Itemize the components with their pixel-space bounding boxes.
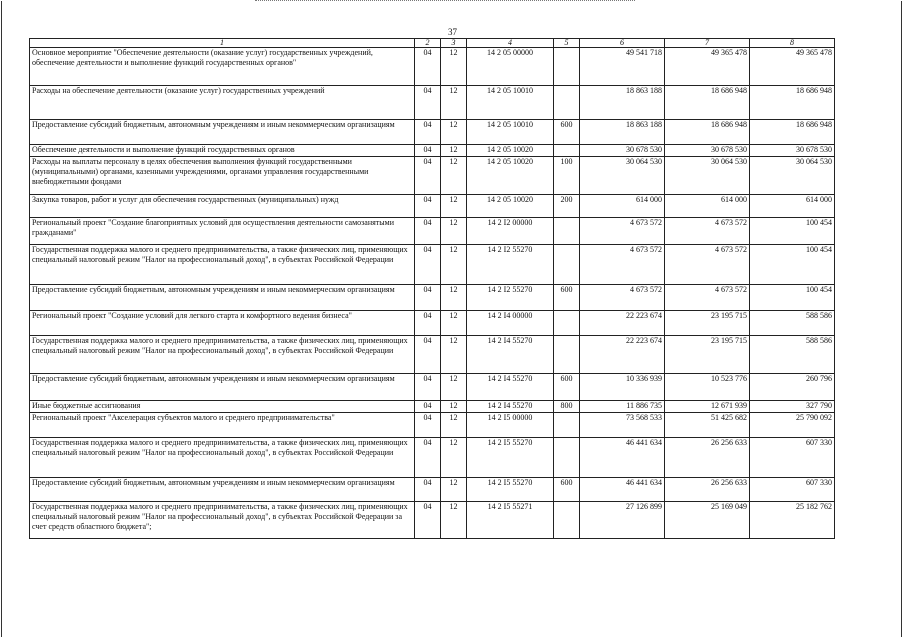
row-description: Основное мероприятие "Обеспечение деятельности (оказание услуг) государственных учреждений, обеспечение деятельности и выполнение функций государственных органов" [30, 48, 415, 86]
cell-c7: 18 686 948 [665, 120, 750, 145]
cell-c3: 12 [441, 48, 467, 86]
cell-c4: 14 2 I2 55270 [467, 285, 554, 311]
cell-c6: 73 568 533 [580, 413, 665, 438]
cell-c5 [554, 86, 580, 120]
row-description: Государственная поддержка малого и среднего предпринимательства, а также физических лиц, применяющих специальный налоговый режим "Налог на профессиональный доход", в субъектах Российской Федерации [30, 336, 415, 374]
column-header: 6 [580, 39, 665, 48]
cell-c2: 04 [415, 502, 441, 539]
row-description: Иные бюджетные ассигнования [30, 401, 415, 413]
cell-c3: 12 [441, 157, 467, 195]
budget-table [29, 38, 835, 539]
cell-c6: 27 126 899 [580, 502, 665, 539]
cell-c5 [554, 413, 580, 438]
table-row [30, 401, 835, 413]
cell-c4: 14 2 05 00000 [467, 48, 554, 86]
table-row [30, 218, 835, 245]
row-description: Предоставление субсидий бюджетным, автономным учреждениям и иным некоммерческим организациям [30, 285, 415, 311]
cell-c7: 49 365 478 [665, 48, 750, 86]
column-header: 8 [750, 39, 835, 48]
cell-c7: 23 195 715 [665, 336, 750, 374]
cell-c5 [554, 311, 580, 336]
cell-c4: 14 2 05 10020 [467, 157, 554, 195]
cell-c5 [554, 336, 580, 374]
cell-c5: 200 [554, 195, 580, 218]
cell-c8: 614 000 [750, 195, 835, 218]
cell-c2: 04 [415, 478, 441, 502]
cell-c7: 10 523 776 [665, 374, 750, 401]
cell-c7: 4 673 572 [665, 218, 750, 245]
cell-c4: 14 2 I4 55270 [467, 336, 554, 374]
cell-c8: 100 454 [750, 218, 835, 245]
column-header: 1 [30, 39, 415, 48]
cell-c4: 14 2 I5 55270 [467, 478, 554, 502]
cell-c6: 11 886 735 [580, 401, 665, 413]
cell-c8: 18 686 948 [750, 86, 835, 120]
column-header: 4 [467, 39, 554, 48]
cell-c5 [554, 502, 580, 539]
cell-c5: 600 [554, 374, 580, 401]
column-header: 5 [554, 39, 580, 48]
table-row [30, 120, 835, 145]
cell-c2: 04 [415, 195, 441, 218]
cell-c7: 26 256 633 [665, 478, 750, 502]
cell-c2: 04 [415, 86, 441, 120]
cell-c2: 04 [415, 311, 441, 336]
cell-c6: 4 673 572 [580, 218, 665, 245]
cell-c2: 04 [415, 48, 441, 86]
cell-c6: 10 336 939 [580, 374, 665, 401]
table-row [30, 48, 835, 86]
cell-c8: 30 064 530 [750, 157, 835, 195]
cell-c3: 12 [441, 478, 467, 502]
cell-c8: 30 678 530 [750, 145, 835, 157]
cell-c8: 100 454 [750, 285, 835, 311]
cell-c8: 100 454 [750, 245, 835, 285]
cell-c3: 12 [441, 374, 467, 401]
cell-c5 [554, 438, 580, 478]
cell-c5: 800 [554, 401, 580, 413]
cell-c6: 30 678 530 [580, 145, 665, 157]
table-row [30, 413, 835, 438]
cell-c7: 614 000 [665, 195, 750, 218]
cell-c8: 25 182 762 [750, 502, 835, 539]
cell-c4: 14 2 05 10010 [467, 120, 554, 145]
cell-c3: 12 [441, 336, 467, 374]
cell-c7: 26 256 633 [665, 438, 750, 478]
cell-c8: 260 796 [750, 374, 835, 401]
cell-c3: 12 [441, 438, 467, 478]
cell-c4: 14 2 I2 00000 [467, 218, 554, 245]
cell-c8: 25 790 092 [750, 413, 835, 438]
cell-c5 [554, 245, 580, 285]
cell-c2: 04 [415, 245, 441, 285]
row-description: Государственная поддержка малого и среднего предпринимательства, а также физических лиц, применяющих специальный налоговый режим "Налог на профессиональный доход", в субъектах Российской Федерации [30, 438, 415, 478]
cell-c7: 30 064 530 [665, 157, 750, 195]
cell-c8: 588 586 [750, 311, 835, 336]
cell-c5 [554, 218, 580, 245]
cell-c4: 14 2 I5 55270 [467, 438, 554, 478]
cell-c3: 12 [441, 145, 467, 157]
cell-c6: 22 223 674 [580, 311, 665, 336]
cell-c3: 12 [441, 245, 467, 285]
row-description: Региональный проект "Создание благоприятных условий для осуществления деятельности самозанятыми гражданами" [30, 218, 415, 245]
row-description: Региональный проект "Создание условий для легкого старта и комфортного ведения бизнеса" [30, 311, 415, 336]
cell-c6: 4 673 572 [580, 245, 665, 285]
row-description: Предоставление субсидий бюджетным, автономным учреждениям и иным некоммерческим организациям [30, 478, 415, 502]
cell-c4: 14 2 05 10020 [467, 195, 554, 218]
cell-c2: 04 [415, 401, 441, 413]
cell-c8: 607 330 [750, 478, 835, 502]
cell-c5: 600 [554, 285, 580, 311]
cell-c2: 04 [415, 285, 441, 311]
column-number-row [30, 39, 835, 48]
column-header: 7 [665, 39, 750, 48]
cell-c5: 600 [554, 120, 580, 145]
row-description: Предоставление субсидий бюджетным, автономным учреждениям и иным некоммерческим организациям [30, 374, 415, 401]
cell-c2: 04 [415, 145, 441, 157]
cell-c6: 18 863 188 [580, 86, 665, 120]
table-row [30, 374, 835, 401]
table-row [30, 285, 835, 311]
cell-c6: 46 441 634 [580, 478, 665, 502]
cell-c6: 46 441 634 [580, 438, 665, 478]
table-row [30, 195, 835, 218]
cell-c7: 4 673 572 [665, 285, 750, 311]
cell-c3: 12 [441, 86, 467, 120]
top-dotted-rule [255, 0, 635, 1]
cell-c4: 14 2 05 10010 [467, 86, 554, 120]
cell-c2: 04 [415, 336, 441, 374]
row-description: Расходы на обеспечение деятельности (оказание услуг) государственных учреждений [30, 86, 415, 120]
cell-c5 [554, 48, 580, 86]
cell-c7: 30 678 530 [665, 145, 750, 157]
table-row [30, 336, 835, 374]
cell-c7: 4 673 572 [665, 245, 750, 285]
cell-c8: 327 790 [750, 401, 835, 413]
cell-c3: 12 [441, 311, 467, 336]
cell-c7: 51 425 682 [665, 413, 750, 438]
row-description: Государственная поддержка малого и среднего предпринимательства, а также физических лиц, применяющих специальный налоговый режим "Налог на профессиональный доход", в субъектах Российской Федерации за счет средств областного бюджета"; [30, 502, 415, 539]
cell-c2: 04 [415, 374, 441, 401]
cell-c6: 22 223 674 [580, 336, 665, 374]
cell-c4: 14 2 I4 55270 [467, 401, 554, 413]
cell-c8: 588 586 [750, 336, 835, 374]
cell-c3: 12 [441, 413, 467, 438]
cell-c7: 12 671 939 [665, 401, 750, 413]
column-header: 3 [441, 39, 467, 48]
row-description: Государственная поддержка малого и среднего предпринимательства, а также физических лиц, применяющих специальный налоговый режим "Налог на профессиональный доход", в субъектах Российской Федерации [30, 245, 415, 285]
table-row [30, 478, 835, 502]
table-row [30, 438, 835, 478]
cell-c2: 04 [415, 218, 441, 245]
table-row [30, 157, 835, 195]
cell-c6: 18 863 188 [580, 120, 665, 145]
table-row [30, 502, 835, 539]
cell-c2: 04 [415, 157, 441, 195]
cell-c6: 49 541 718 [580, 48, 665, 86]
cell-c2: 04 [415, 438, 441, 478]
cell-c3: 12 [441, 120, 467, 145]
cell-c3: 12 [441, 401, 467, 413]
cell-c4: 14 2 05 10020 [467, 145, 554, 157]
cell-c8: 607 330 [750, 438, 835, 478]
cell-c3: 12 [441, 195, 467, 218]
cell-c4: 14 2 I5 55271 [467, 502, 554, 539]
cell-c7: 23 195 715 [665, 311, 750, 336]
cell-c3: 12 [441, 218, 467, 245]
cell-c2: 04 [415, 120, 441, 145]
cell-c4: 14 2 I4 00000 [467, 311, 554, 336]
cell-c2: 04 [415, 413, 441, 438]
table-row [30, 245, 835, 285]
table-row [30, 311, 835, 336]
cell-c5 [554, 145, 580, 157]
cell-c4: 14 2 I4 55270 [467, 374, 554, 401]
table-row [30, 86, 835, 120]
cell-c7: 18 686 948 [665, 86, 750, 120]
cell-c3: 12 [441, 285, 467, 311]
cell-c4: 14 2 I5 00000 [467, 413, 554, 438]
cell-c4: 14 2 I2 55270 [467, 245, 554, 285]
cell-c8: 49 365 478 [750, 48, 835, 86]
row-description: Закупка товаров, работ и услуг для обеспечения государственных (муниципальных) нужд [30, 195, 415, 218]
cell-c5: 600 [554, 478, 580, 502]
cell-c8: 18 686 948 [750, 120, 835, 145]
row-description: Региональный проект "Акселерация субъектов малого и среднего предпринимательства" [30, 413, 415, 438]
page-number: 37 [448, 27, 457, 37]
cell-c3: 12 [441, 502, 467, 539]
cell-c6: 4 673 572 [580, 285, 665, 311]
cell-c5: 100 [554, 157, 580, 195]
table-row [30, 145, 835, 157]
row-description: Предоставление субсидий бюджетным, автономным учреждениям и иным некоммерческим организациям [30, 120, 415, 145]
cell-c6: 30 064 530 [580, 157, 665, 195]
cell-c6: 614 000 [580, 195, 665, 218]
column-header: 2 [415, 39, 441, 48]
row-description: Обеспечение деятельности и выполнение функций государственных органов [30, 145, 415, 157]
row-description: Расходы на выплаты персоналу в целях обеспечения выполнения функций государственными (муниципальными) органами, казенными учреждениями, органами управления государственными внебюджетными фондами [30, 157, 415, 195]
cell-c7: 25 169 049 [665, 502, 750, 539]
